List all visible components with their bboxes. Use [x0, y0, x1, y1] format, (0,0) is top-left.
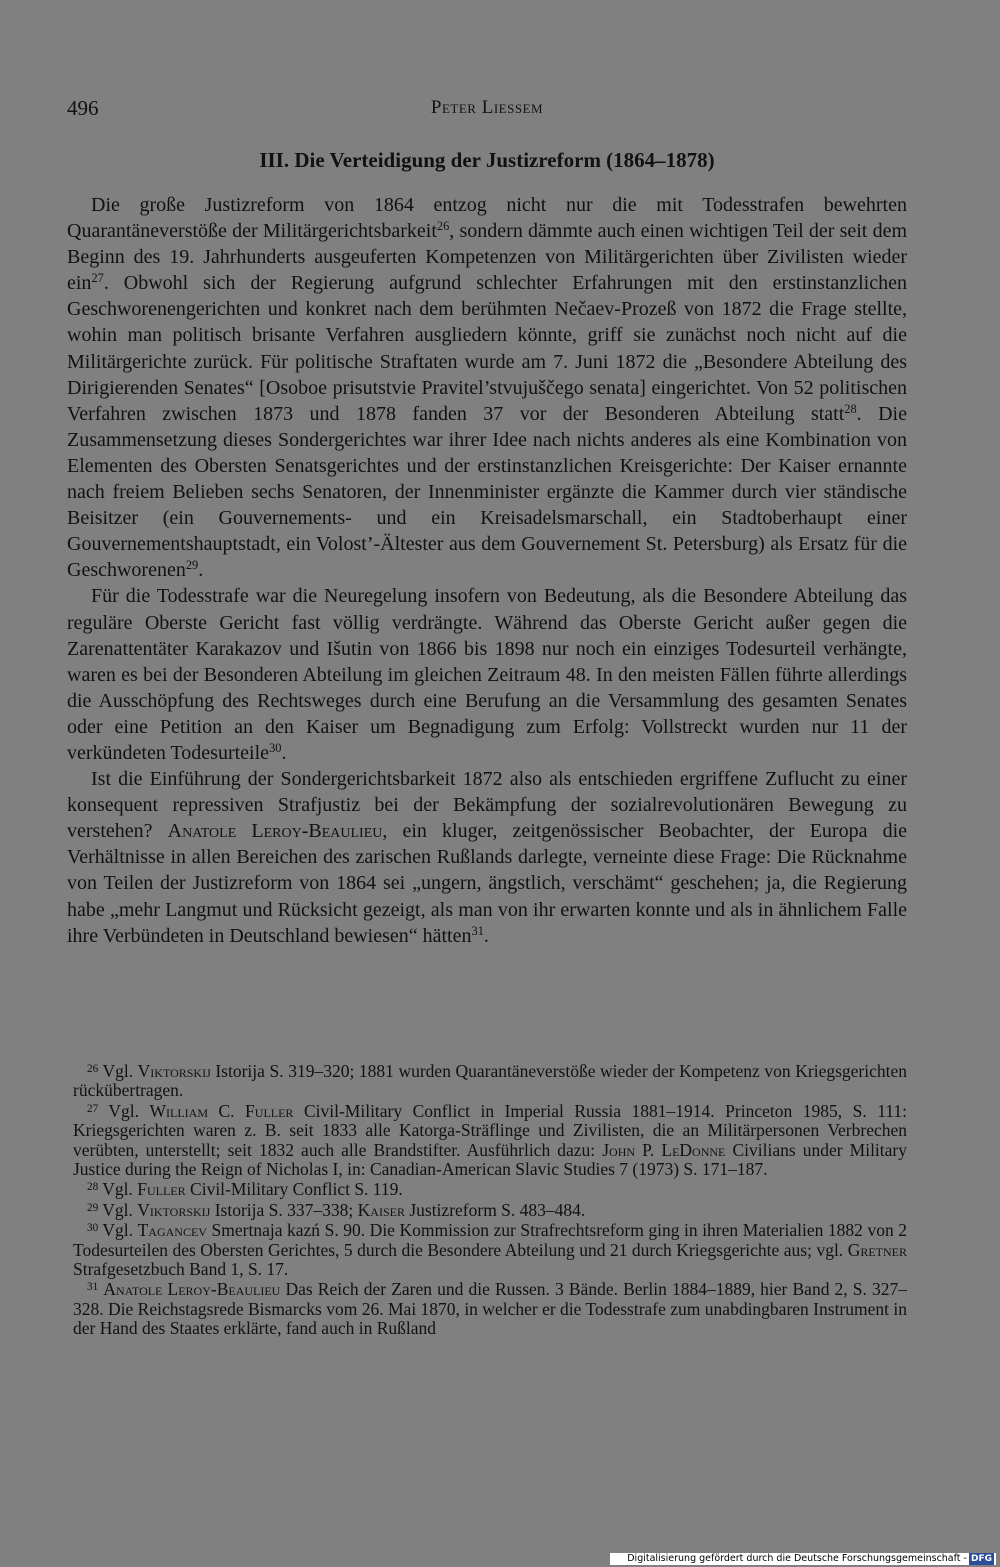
footnote-number: 27	[87, 1102, 99, 1115]
text-run: Justizreform S. 483–484.	[404, 1199, 586, 1220]
footnote-reference: 30	[269, 741, 282, 756]
author-name: Kaiser	[357, 1199, 405, 1220]
text-run: .	[281, 741, 287, 764]
footnote	[73, 1221, 907, 1279]
footnote	[73, 1180, 907, 1199]
author-name: Viktorskij	[137, 1199, 211, 1220]
text-run: Ist die Einführung der Sondergerichtsbarkeit 1872 also als entschieden ergriffene Zuflucht zu einer konsequent repressiven Strafjustiz bei der Bekämpfung der sozialrevolutionären Bewegung zu verstehen?	[67, 768, 907, 843]
text-run: Vgl.	[98, 1179, 138, 1200]
footnote-reference: 26	[436, 219, 450, 234]
text-run: , ein kluger, zeitgenössischer Beobachter, der Europa die Verhältnisse in allen Bereichen des zarischen Rußlands darlegte, verneinte diese Frage: Die Rücknahme von Teilen der Justizreform von 1864 sei „ungern, ängstlich, verschämt“ geschehen; ja, die Regierung habe „mehr Langmut und Rücksicht gezeigt, als man von ihr erwarten konnte und als in ähnlichem Falle ihre Verbündeten in Deutschland bewiesen“ hätten	[67, 820, 908, 947]
footnote-reference: 28	[844, 401, 857, 416]
text-run: Istorija S. 337–338;	[210, 1199, 358, 1220]
author-name: Fuller	[137, 1179, 186, 1200]
text-run: Vgl.	[98, 1100, 150, 1121]
digitization-credit	[610, 1553, 996, 1565]
author-name: Gretner	[847, 1239, 907, 1260]
page-header	[67, 96, 907, 124]
text-run: Das Reich der Zaren und die Russen. 3 Bände. Berlin 1884–1889, hier Band 2, S. 327–328. Die Reichstagsrede Bismarcks vom 26. Mai 1870, in welcher er die Todesstrafe zum unabdingbaren Instrument in der Hand des Staates erklärte, fand auch in Rußland	[73, 1279, 908, 1339]
footnote-number: 31	[87, 1281, 99, 1294]
footnote-number: 29	[87, 1201, 99, 1214]
author-name: Tagancev	[137, 1220, 207, 1241]
footnote-number: 26	[87, 1062, 99, 1075]
body-text	[67, 192, 907, 949]
footnote-number: 28	[87, 1181, 99, 1194]
text-run: . Die Zusammensetzung dieses Sondergerichtes war ihrer Idee nach nichts anderes als eine Kombination von Elementen des Obersten Senatsgerichtes und der erstinstanzlichen Kreisgerichte: Der Kaiser ernannte nach freiem Belieben sechs Senatoren, der Innenminister ergänzte die Kammer durch vier ständische Beisitzer (ein Gouvernements- und ein Kreisadelsmarschall, ein Stadtoberhaupt einer Gouvernementshauptstadt, ein Volost’-Ältester aus dem Gouvernement St. Petersburg) als Ersatz für die Geschworenen	[67, 402, 907, 582]
text-run: Für die Todesstrafe war die Neuregelung insofern von Bedeutung, als die Besondere Abteilung das reguläre Oberste Gericht fast völlig verdrängte. Während das Oberste Gericht außer gegen die Zarenattentäter Karakazov und Išutin von 1866 bis 1898 nur noch ein einziges Todesurteil verhängte, waren es bei der Besonderen Abteilung im gleichen Zeitraum 48. In den meisten Fällen führte allerdings die Ausschöpfung des Rechtsweges durch eine Berufung an die Versammlung des gesamten Senates oder eine Petition an den Kaiser um Begnadigung zum Erfolg: Vollstreckt wurden nur 11 der verkündeten Todesurteile	[67, 585, 907, 764]
author-name: William C. Fuller	[149, 1100, 294, 1121]
text-run: Strafgesetzbuch Band 1, S. 17.	[73, 1259, 289, 1280]
footnote-reference: 27	[91, 271, 104, 286]
author-name: John P. LeDonne	[602, 1139, 726, 1160]
author-name: Anatole Leroy-Beaulieu	[167, 820, 383, 843]
text-run: Vgl.	[98, 1199, 138, 1220]
credit-text: Digitalisierung gefördert durch die Deutsche Forschungsgemeinschaft -	[627, 1553, 967, 1564]
author-name: Anatole Leroy-Beaulieu	[103, 1279, 281, 1300]
footnote-reference: 29	[185, 558, 199, 573]
body-paragraph	[67, 192, 907, 583]
footnote-number: 30	[87, 1222, 99, 1235]
author-name: Viktorskij	[137, 1061, 211, 1081]
body-paragraph	[67, 583, 907, 766]
footnote	[73, 1102, 907, 1180]
footnote	[73, 1280, 907, 1338]
page-number: 496	[67, 96, 99, 120]
text-run: .	[483, 924, 489, 947]
text-run: Vgl.	[98, 1061, 138, 1081]
footnote	[73, 1062, 907, 1101]
text-run: .	[198, 559, 204, 582]
text-run: Civilians under Military Justice during the Reign of Nicholas I, in: Canadian-American Slavic Studies 7 (1973) S. 171–187.	[73, 1139, 907, 1180]
text-run: Smertnaja kazń S. 90. Die Kommission zur Strafrechtsreform ging in ihren Materialien 1882 von 2 Todesurteilen des Obersten Gerichtes, 5 durch die Besondere Abteilung und 21 durch Kriegsgerichte aus; vgl.	[73, 1220, 907, 1260]
footnote-reference: 31	[471, 923, 484, 938]
section-heading: III. Die Verteidigung der Justizreform (1864–1878)	[259, 148, 715, 172]
text-run: Civil-Military Conflict in Imperial Russia 1881–1914. Princeton 1985, S. 111: Kriegsgerichten waren z. B. seit 1833 alle Katorga-Sträflinge und Zivilisten, die an Militärpersonen Verbrechen verübten, unterstellt; seit 1832 auch alle Brandstifter. Ausführlich dazu:	[73, 1100, 908, 1160]
text-run: Civil-Military Conflict S. 119.	[185, 1179, 403, 1200]
footnote	[73, 1201, 907, 1220]
dfg-logo: DFG	[970, 1554, 992, 1564]
text-run: Vgl.	[98, 1220, 138, 1241]
text-run: Die große Justizreform von 1864 entzog nicht nur die mit Todesstrafen bewehrten Quarantäneverstöße der Militärgerichtsbarkeit	[67, 194, 907, 243]
text-run: , sondern dämmte auch einen wichtigen Teil der seit dem Beginn des 19. Jahrhunderts ausgeuferten Kompetenzen von Militärgerichten über Zivilisten wieder ein	[67, 220, 908, 295]
footnotes	[73, 1062, 907, 1339]
running-head: Peter Liessem	[430, 97, 544, 118]
text-run: Istorija S. 319–320; 1881 wurden Quarantäneverstöße wieder der Kompetenz von Kriegsgerichten rückübertragen.	[73, 1061, 907, 1101]
text-run: . Obwohl sich der Regierung aufgrund schlechter Erfahrungen mit den erstinstanzlichen Geschworenengerichten und konkret nach dem berühmten Nečaev-Prozeß von 1872 die Frage stellte, wohin man politisch brisante Verfahren ausgliedern könnte, griff sie zunächst noch nicht auf die Militärgerichte zurück. Für politische Straftaten wurde am 7. Juni 1872 die „Besondere Abteilung des Dirigierenden Senates“ [Osoboe prisutstvie Pravitel’stvujuščego senata] eingerichtet. Von 52 politischen Verfahren zwischen 1873 und 1878 fanden 37 vor der Besonderen Abteilung statt	[67, 272, 907, 425]
body-paragraph	[67, 766, 907, 949]
